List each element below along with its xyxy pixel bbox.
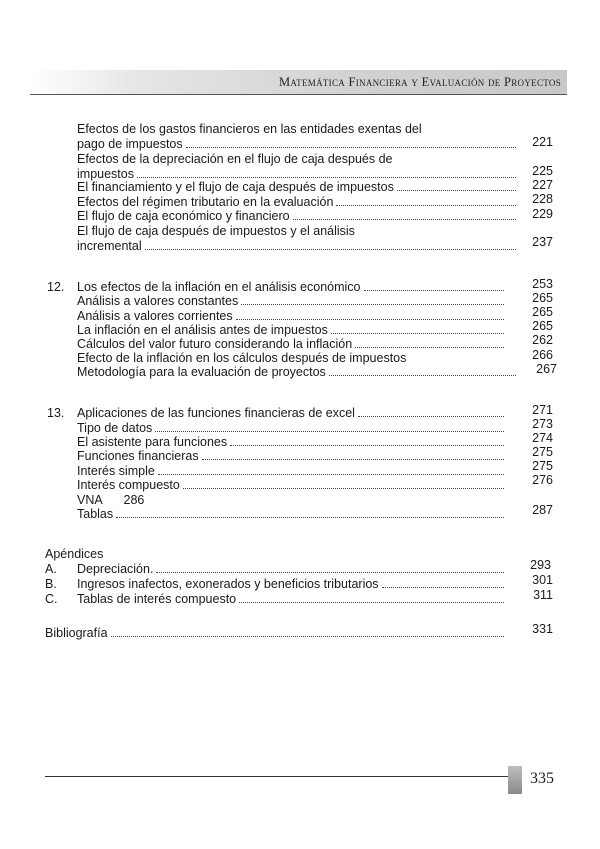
toc-entry-text-line2: incremental <box>77 239 142 253</box>
toc-page-number: 273 <box>532 417 553 431</box>
toc-entry-text: Funciones financieras <box>77 449 199 463</box>
toc-entry-text: Efectos del régimen tributario en la evaluación <box>77 195 334 209</box>
toc-page-number: 227 <box>532 178 553 192</box>
toc-page-number: 228 <box>532 192 553 206</box>
toc-entry-text-line1: Efectos de la depreciación en el flujo de caja después de <box>77 152 393 166</box>
toc-entry-text: La inflación en el análisis antes de impuestos <box>77 323 328 337</box>
toc-page-number: 265 <box>532 305 553 319</box>
toc-entry-text: Interés simple <box>77 464 155 478</box>
toc-entry-text: Metodología para la evaluación de proyectos <box>77 365 326 379</box>
chapter-number: 13. <box>47 406 65 420</box>
toc-page-number: 267 <box>536 362 557 376</box>
dot-leader <box>358 407 504 417</box>
toc-page-number: 221 <box>532 135 553 149</box>
dot-leader <box>111 627 504 637</box>
dot-leader <box>293 210 516 220</box>
toc-entry-text: Efecto de la inflación en los cálculos después de impuestos <box>77 351 407 365</box>
dot-leader <box>156 563 504 573</box>
toc-entry-text: Tablas <box>77 507 114 521</box>
footer-rule <box>45 776 508 777</box>
dot-leader <box>331 324 504 334</box>
toc-entry-text: Tipo de datos <box>77 421 153 435</box>
toc-entry <box>77 294 507 308</box>
toc-entry <box>77 449 507 463</box>
page-number: 335 <box>530 770 554 787</box>
dot-leader <box>329 366 516 376</box>
toc-entry-text-line2: pago de impuestos <box>77 137 183 151</box>
running-header-title: Matemática Financiera y Evaluación de Proyectos <box>278 75 561 89</box>
toc-entry <box>77 337 507 351</box>
toc-entry <box>45 626 507 640</box>
dot-leader <box>364 281 504 291</box>
toc-page-number: 311 <box>533 588 553 602</box>
toc-entry-text: Análisis a valores corrientes <box>77 309 233 323</box>
toc-entry <box>77 577 507 591</box>
toc-page-number: 331 <box>532 622 553 636</box>
toc-page-number: 293 <box>530 558 551 572</box>
toc-entry-text: El financiamiento y el flujo de caja después de impuestos <box>77 180 394 194</box>
toc-entry <box>77 309 507 323</box>
running-header <box>30 70 567 95</box>
toc-entry <box>77 562 507 576</box>
dot-leader <box>355 338 504 348</box>
toc-page-number: 275 <box>532 459 553 473</box>
dot-leader <box>382 578 504 588</box>
dot-leader <box>155 422 504 432</box>
toc-entry-text: Bibliografía <box>45 626 108 640</box>
toc-page-number: 265 <box>532 319 553 333</box>
dot-leader <box>397 181 516 191</box>
toc-page-number: 286 <box>123 493 145 507</box>
toc-entry <box>77 323 507 337</box>
toc-entry-text: Tablas de interés compuesto <box>77 592 237 606</box>
chapter-number: 12. <box>47 280 65 294</box>
toc-page-number: 271 <box>532 403 553 417</box>
appendix-letter: B. <box>45 577 57 591</box>
dot-leader <box>241 295 504 305</box>
dot-leader <box>137 168 516 178</box>
dot-leader <box>158 465 504 475</box>
appendices-heading: Apéndices <box>45 547 104 561</box>
dot-leader <box>186 138 516 148</box>
toc-entry-text: Aplicaciones de las funciones financieras de excel <box>77 406 355 420</box>
toc-entry <box>77 507 507 521</box>
toc-entry <box>77 592 507 606</box>
toc-entry <box>77 493 507 507</box>
toc-page-number: 229 <box>532 207 553 221</box>
toc-entry-text: Interés compuesto <box>77 478 180 492</box>
toc-page-number: 265 <box>532 291 553 305</box>
dot-leader <box>202 450 504 460</box>
appendix-letter: A. <box>45 562 57 576</box>
dot-leader <box>183 479 504 489</box>
dot-leader <box>239 593 504 603</box>
toc-page-number: 262 <box>532 333 553 347</box>
toc-entry <box>77 464 507 478</box>
toc-entry-text: VNA <box>77 493 103 507</box>
toc-entry <box>77 239 519 253</box>
toc-entry-text: El flujo de caja económico y financiero <box>77 209 290 223</box>
toc-page-number: 276 <box>532 473 553 487</box>
dot-leader <box>230 436 504 446</box>
footer-tab-marker <box>508 766 522 794</box>
toc-entry <box>77 195 519 209</box>
toc-page-number: 266 <box>532 348 553 362</box>
toc-entry-text-line1: El flujo de caja después de impuestos y el análisis <box>77 224 355 238</box>
toc-entry-text: Análisis a valores constantes <box>77 294 239 308</box>
toc-entry <box>77 435 507 449</box>
dot-leader <box>116 508 504 518</box>
toc-entry <box>77 167 519 181</box>
toc-entry <box>77 421 507 435</box>
toc-page-number: 225 <box>532 164 553 178</box>
toc-entry-text-line1: Efectos de los gastos financieros en las entidades exentas del <box>77 122 422 136</box>
toc-entry <box>77 209 519 223</box>
toc-page-number: 275 <box>532 445 553 459</box>
toc-entry <box>77 280 507 294</box>
toc-page-number: 253 <box>532 277 553 291</box>
toc-entry <box>77 365 519 379</box>
toc-entry <box>77 137 519 151</box>
appendix-letter: C. <box>45 592 58 606</box>
toc-entry <box>77 406 507 420</box>
toc-page-number: 301 <box>532 573 553 587</box>
toc-entry-text: Depreciación. <box>77 562 154 576</box>
toc-entry-text: Los efectos de la inflación en el análisis económico <box>77 280 361 294</box>
toc-entry-text: Cálculos del valor futuro considerando la inflación <box>77 337 353 351</box>
toc-entry <box>77 478 507 492</box>
toc-entry-text: Ingresos inafectos, exonerados y beneficios tributarios <box>77 577 379 591</box>
dot-leader <box>336 196 516 206</box>
toc-page-number: 237 <box>532 235 553 249</box>
toc-entry-text: El asistente para funciones <box>77 435 228 449</box>
toc-page-number: 274 <box>532 431 553 445</box>
toc-page-number: 287 <box>532 503 553 517</box>
toc-entry-text-line2: impuestos <box>77 167 134 181</box>
toc-entry <box>77 180 519 194</box>
dot-leader <box>236 310 504 320</box>
dot-leader <box>145 240 516 250</box>
